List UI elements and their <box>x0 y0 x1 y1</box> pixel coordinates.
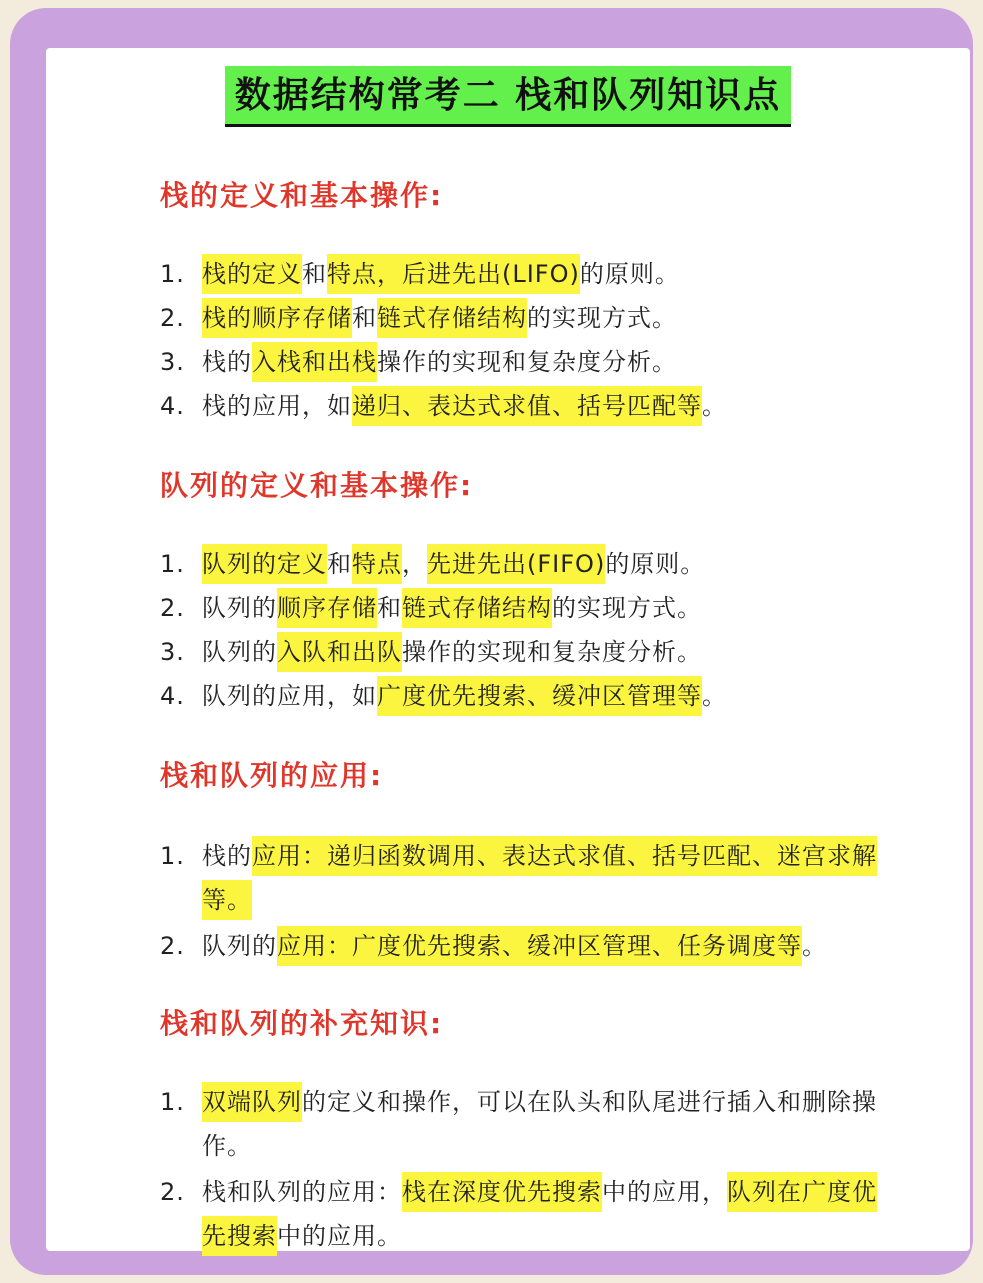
list-text <box>202 586 880 630</box>
plain-text: 队列的 <box>202 638 277 666</box>
highlighted-text: 队列在广度优先搜索 <box>202 1172 877 1256</box>
list-text <box>202 674 880 718</box>
plain-text: 栈和队列的应用： <box>202 1178 402 1206</box>
plain-text: 的原则。 <box>605 550 706 578</box>
highlighted-text: 队列的定义 <box>202 544 327 584</box>
highlighted-text: 链式存储结构 <box>402 588 552 628</box>
page-title: 数据结构常考二 栈和队列知识点 <box>225 66 792 127</box>
highlighted-text: 栈的定义 <box>202 254 302 294</box>
highlighted-text: 后进先出(LIFO) <box>402 254 580 294</box>
list-number: 2. <box>160 932 185 960</box>
section-heading-queue-definition: 队列的定义和基本操作: <box>160 469 474 502</box>
list-text <box>202 252 880 296</box>
list-number: 3. <box>160 638 185 666</box>
list-text <box>202 384 880 428</box>
list-text <box>202 1080 880 1168</box>
list-number: 1. <box>160 842 185 870</box>
plain-text: ， <box>402 550 427 578</box>
highlighted-text: 先进先出(FIFO) <box>427 544 605 584</box>
highlighted-text: 顺序存储 <box>277 588 377 628</box>
list-text <box>202 630 880 674</box>
plain-text: 。 <box>802 932 827 960</box>
plain-text: 中的应用， <box>602 1178 727 1206</box>
list-item <box>160 674 880 718</box>
list-text <box>202 924 880 968</box>
highlighted-text: 递归、表达式求值、括号匹配等 <box>352 386 702 426</box>
highlighted-text: 栈在深度优先搜索 <box>402 1172 602 1212</box>
plain-text: 和 <box>352 304 377 332</box>
section-heading-supplementary: 栈和队列的补充知识: <box>160 1007 444 1040</box>
highlighted-text: 应用：递归函数调用、表达式求值、括号匹配、迷宫求解等。 <box>202 836 877 920</box>
list-number: 2. <box>160 1178 185 1206</box>
list-item <box>160 924 880 968</box>
plain-text: 和 <box>302 260 327 288</box>
list-number: 1. <box>160 1088 185 1116</box>
list-number: 1. <box>160 550 185 578</box>
list-item <box>160 834 880 922</box>
highlighted-text: 广度优先搜索、缓冲区管理等 <box>377 676 702 716</box>
list-item <box>160 630 880 674</box>
plain-text: 队列的 <box>202 932 277 960</box>
list-item <box>160 1080 880 1168</box>
note-paper <box>46 48 970 1251</box>
title-container <box>46 66 970 127</box>
list-item <box>160 252 880 296</box>
plain-text: 和 <box>377 594 402 622</box>
list-text <box>202 1170 880 1258</box>
highlighted-text: 双端队列 <box>202 1082 302 1122</box>
plain-text: 栈的 <box>202 348 252 376</box>
list-text <box>202 542 880 586</box>
highlighted-text: 入栈和出栈 <box>252 342 377 382</box>
list-number: 2. <box>160 304 185 332</box>
section-heading-stack-definition: 栈的定义和基本操作: <box>160 179 444 212</box>
list-item <box>160 384 880 428</box>
highlighted-text: 应用：广度优先搜索、缓冲区管理、任务调度等 <box>277 926 802 966</box>
plain-text: 。 <box>702 682 727 710</box>
highlighted-text: 链式存储结构 <box>377 298 527 338</box>
highlighted-text: 入队和出队 <box>277 632 402 672</box>
plain-text: 栈的应用，如 <box>202 392 352 420</box>
plain-text: 的实现方式。 <box>552 594 702 622</box>
plain-text: 操作的实现和复杂度分析。 <box>377 348 677 376</box>
list-number: 4. <box>160 392 185 420</box>
list-text <box>202 296 880 340</box>
plain-text: 队列的 <box>202 594 277 622</box>
list-number: 4. <box>160 682 185 710</box>
list-item <box>160 340 880 384</box>
plain-text: 的定义和操作，可以在队头和队尾进行插入和删除操作。 <box>202 1088 877 1160</box>
page-frame <box>10 8 973 1275</box>
plain-text: 操作的实现和复杂度分析。 <box>402 638 702 666</box>
list-item <box>160 542 880 586</box>
section-heading-applications: 栈和队列的应用: <box>160 759 384 792</box>
list-number: 2. <box>160 594 185 622</box>
list-number: 3. <box>160 348 185 376</box>
list-number: 1. <box>160 260 185 288</box>
plain-text: 的原则。 <box>579 260 680 288</box>
plain-text: 和 <box>327 550 352 578</box>
highlighted-text: 栈的顺序存储 <box>202 298 352 338</box>
list-text <box>202 340 880 384</box>
plain-text: 中的应用。 <box>277 1222 402 1250</box>
list-item <box>160 296 880 340</box>
list-item <box>160 1170 880 1258</box>
plain-text: 。 <box>702 392 727 420</box>
list-item <box>160 586 880 630</box>
plain-text: 的实现方式。 <box>527 304 677 332</box>
plain-text: 队列的应用，如 <box>202 682 377 710</box>
plain-text: 栈的 <box>202 842 252 870</box>
highlighted-text: 特点， <box>327 254 402 294</box>
highlighted-text: 特点 <box>352 544 402 584</box>
list-text <box>202 834 880 922</box>
